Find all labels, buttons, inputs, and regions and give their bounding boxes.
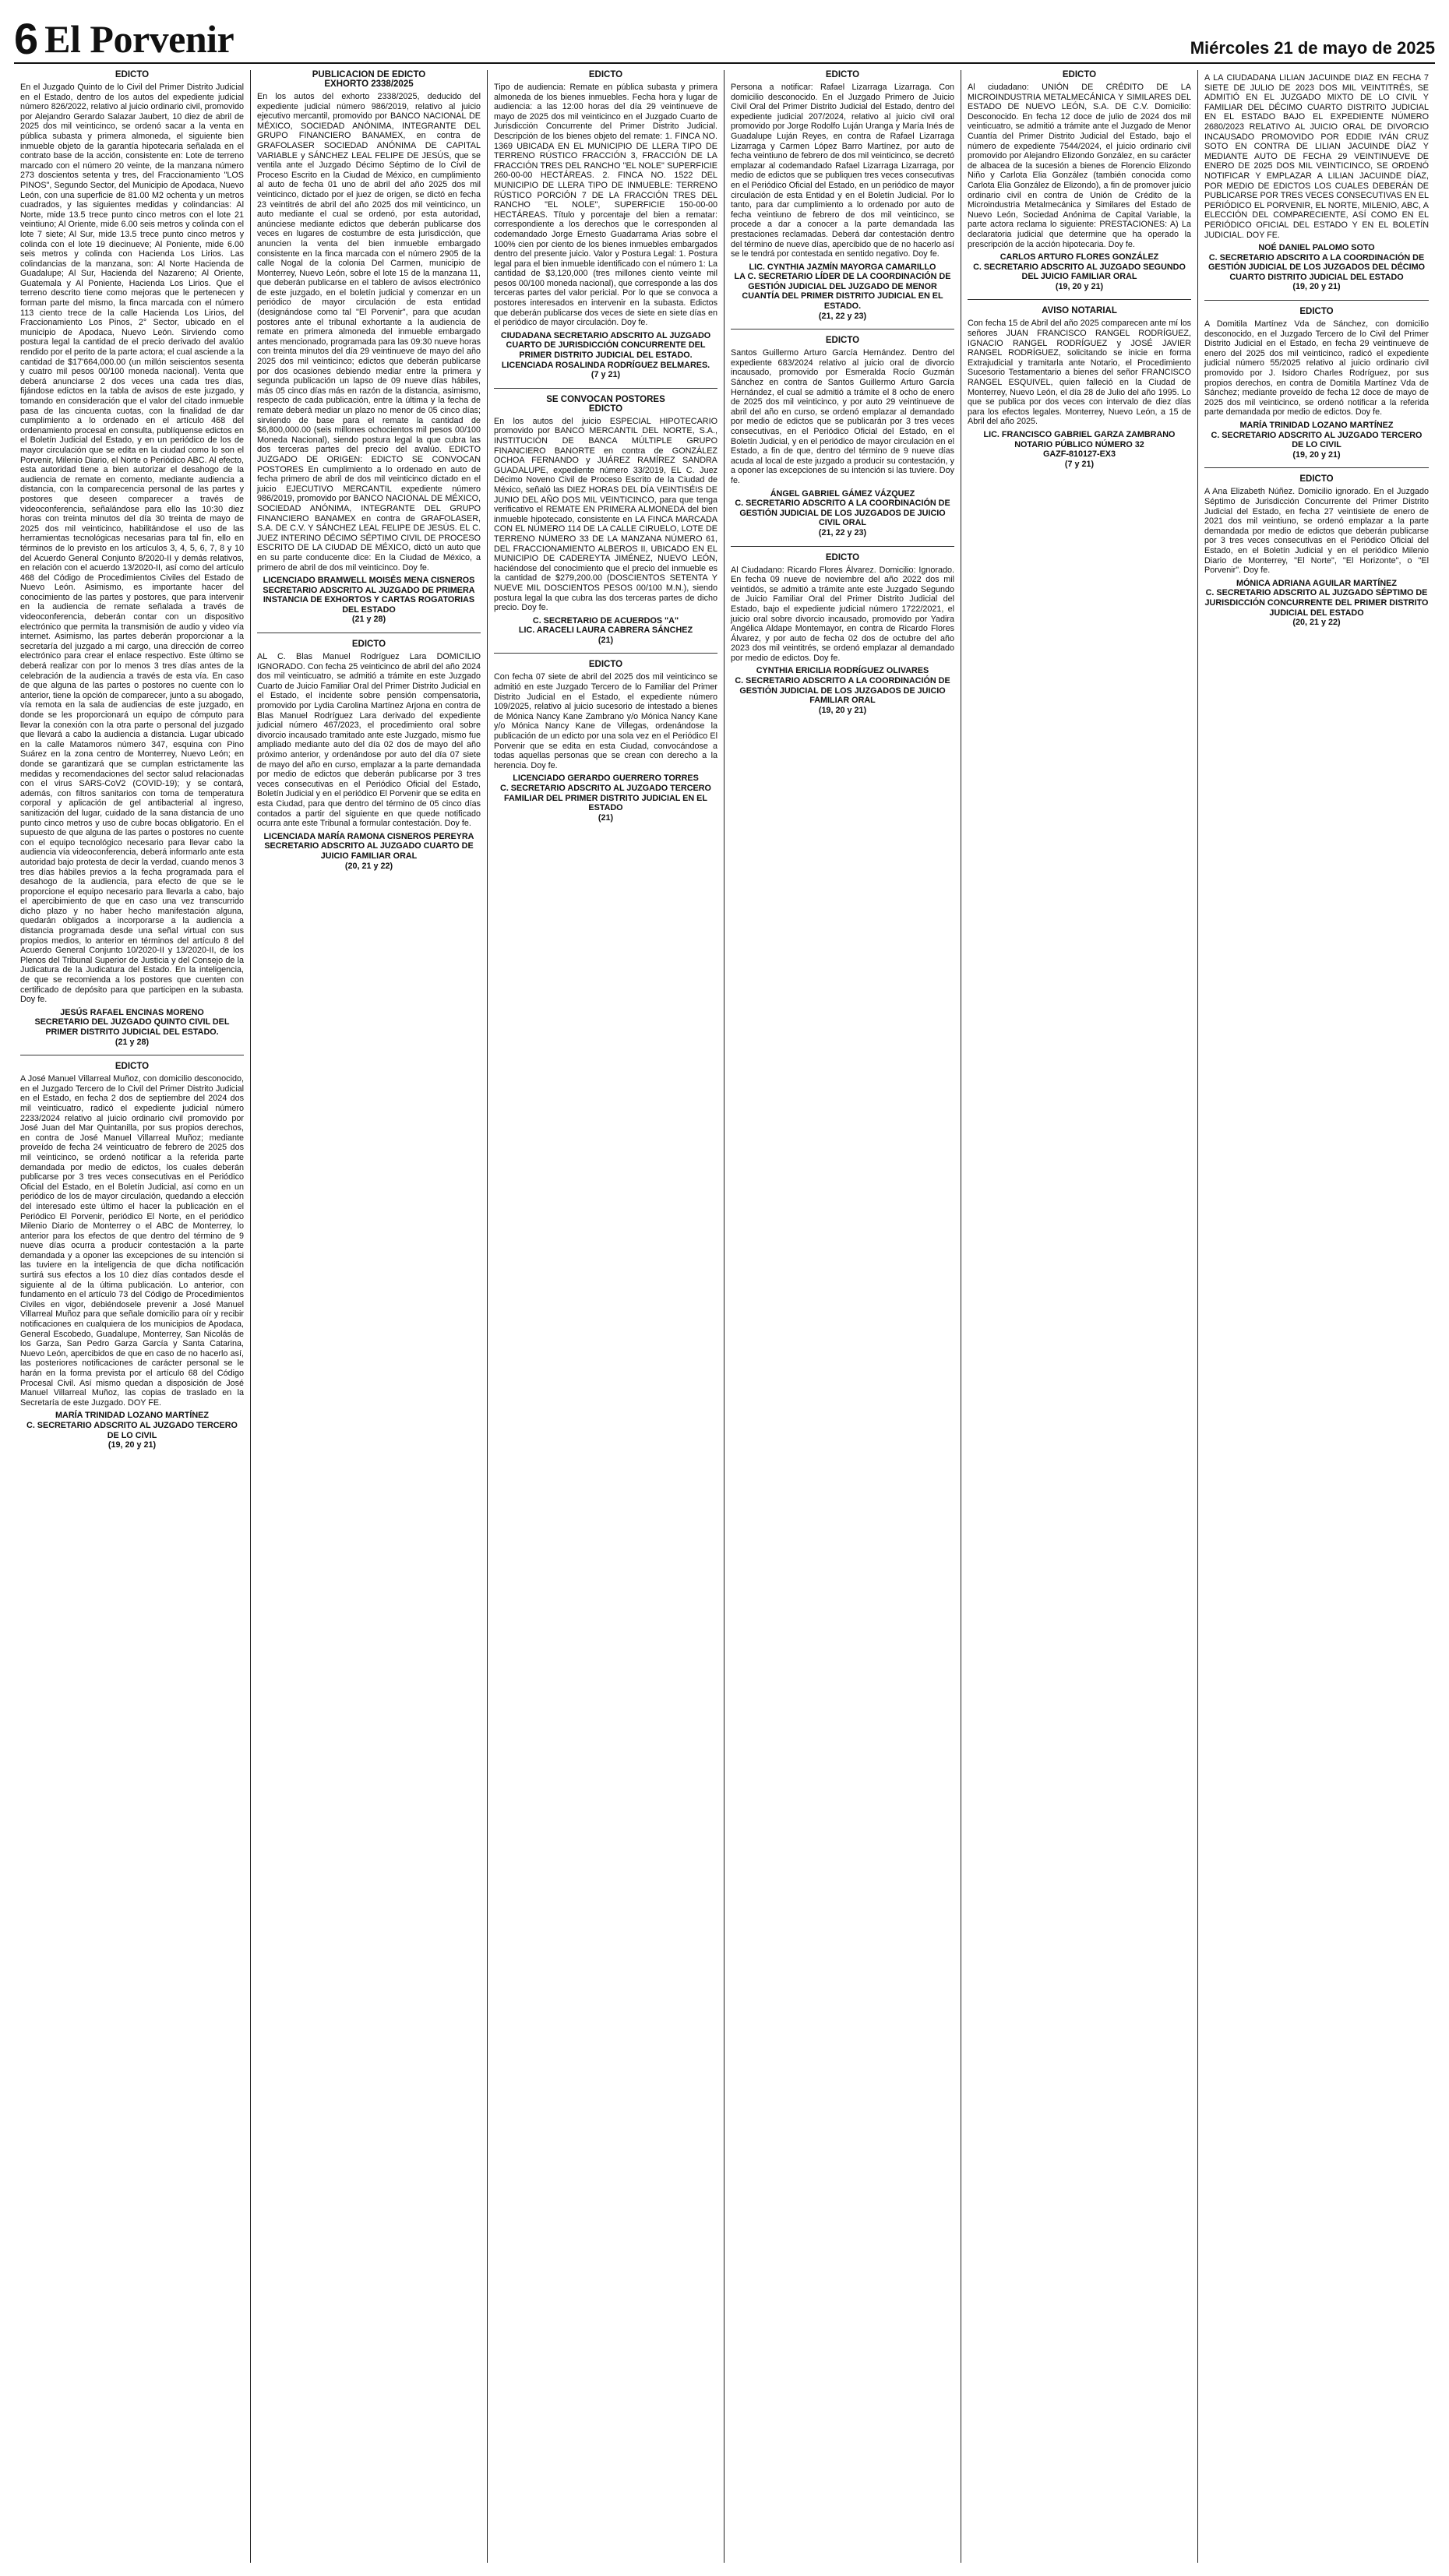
notice-body: Persona a notificar: Rafael Lizarraga Lizarraga. Con domicilio desconocido. En el Juzgado Primero de Juicio Civil Oral del Primer Distrito Judicial del Estado, dentro del expediente judicial 207/2024, relativo al juicio civil oral promovido por Jorge Rodolfo Luján Uranga y María Inés de Guadalupe Luján Reyes, en contra de Rafael Lizarraga Lizarraga y Carmen López Barro Martínez, por auto de fecha veintiuno de febrero de dos mil veinticinco, se decretó emplazar al codemandado Rafael Lizarraga Lizarraga, por medio de edictos que se publiquen tres veces consecutivas en el Periódico Oficial del Estado, en un periódico de mayor circulación de esta Entidad y en el Boletín Judicial. Por lo tanto, para dar cumplimiento a lo ordenado por auto de fecha veintiuno de febrero de dos mil veinticinco, se procede a dar a conocer a la parte demandada las prestaciones reclamadas. Deberá dar contestación dentro del término de nueve días, apercibido que de no hacerlo así se le tendrá por contestada en sentido negativo. Doy fe.	[731, 83, 954, 259]
notice	[494, 653, 717, 823]
page-number: 6	[14, 14, 39, 63]
notice	[1204, 300, 1429, 460]
notice-heading: EDICTO	[588, 70, 623, 79]
notice	[257, 70, 481, 625]
notice-heading: SE CONVOCAN POSTORES EDICTO	[546, 394, 665, 414]
notice-signature: CIUDADANA SECRETARIO ADSCRITO AL JUZGADO CUARTO DE JURISDICCIÓN CONCURRENTE DEL PRIMER DISTRITO JUDICIAL DEL ESTADO. LICENCIADA ROSALINDA RODRÍGUEZ BELMARES. (7 y 21)	[500, 330, 711, 380]
notice-body: Con fecha 15 de Abril del año 2025 comparecen ante mí los señores JUAN FRANCISCO RANGEL RODRÍGUEZ, IGNACIO RANGEL RODRÍGUEZ y JOSÉ JAVIER RANGEL RODRÍGUEZ, solicitando se inicie en forma Extrajudicial y tramitarla ante Notario, el Procedimiento Sucesorio Testamentario a bienes del señor FRANCISCO RANGEL ESQUIVEL, quien falleció en la Ciudad de Monterrey, Nuevo León, el día 28 de Julio del año 1995. Lo que se publica por dos veces con intervalo de diez días para los efectos legales. Monterrey, Nuevo León, a 15 de Abril del año 2025.	[968, 319, 1191, 427]
column-1	[14, 70, 251, 2563]
notice	[20, 1055, 244, 1450]
notice	[1204, 73, 1429, 292]
notice	[1204, 467, 1429, 627]
notice	[20, 70, 244, 1047]
notice	[731, 546, 954, 716]
notice-signature: LICENCIADO GERARDO GUERRERO TORRES C. SECRETARIO ADSCRITO AL JUZGADO TERCERO FAMILIAR DEL PRIMER DISTRITO JUDICIAL EN EL ESTADO (21)	[500, 774, 711, 823]
notice-signature: MÓNICA ADRIANA AGUILAR MARTÍNEZ C. SECRETARIO ADSCRITO AL JUZGADO SÉPTIMO DE JURISDICCIÓN CONCURRENTE DEL PRIMER DISTRITO JUDICIAL DEL ESTADO (20, 21 y 22)	[1204, 578, 1429, 628]
notice-signature: MARÍA TRINIDAD LOZANO MARTÍNEZ C. SECRETARIO ADSCRITO AL JUZGADO TERCERO DE LO CIVIL (19, 20 y 21)	[1211, 421, 1423, 460]
notice	[731, 70, 954, 321]
notice-signature: MARÍA TRINIDAD LOZANO MARTÍNEZ C. SECRETARIO ADSCRITO AL JUZGADO TERCERO DE LO CIVIL (19, 20 y 21)	[26, 1411, 238, 1450]
column-2	[251, 70, 488, 2563]
notice-heading: PUBLICACIÓN DE EDICTO EXHORTO 2338/2025	[312, 70, 426, 89]
notice-body: A Ana Elizabeth Núñez. Domicilio ignorado. En el Juzgado Séptimo de Jurisdicción Concurrente del Primer Distrito Judicial del Estado, en fecha 27 veintisiete de enero de 2021 dos mil veintiuno, se ordenó emplazar a la parte demandada por medio de edictos que deberán publicarse por 3 tres veces consecutivas en el Periódico Oficial del Estado, en el Boletín Judicial y en el periódico Milenio Diario de Monterrey, "El Norte", "El Horizonte", o "El Porvenir". Doy fe.	[1204, 487, 1429, 576]
brand	[14, 14, 234, 63]
notice-signature: CARLOS ARTURO FLORES GONZÁLEZ C. SECRETARIO ADSCRITO AL JUZGADO SEGUNDO DEL JUICIO FAMILIAR ORAL (19, 20 y 21)	[973, 252, 1186, 291]
notice-body: A LA CIUDADANA LILIAN JACUINDE DIAZ EN FECHA 7 SIETE DE JULIO DE 2023 DOS MIL VEINTITRÉS, SE ADMITIÓ EN EL JUZGADO MIXTO DE LO CIVIL Y FAMILIAR DEL DÉCIMO CUARTO DISTRITO JUDICIAL EN EL ESTADO BAJO EL EXPEDIENTE NÚMERO 2680/2023 RELATIVO AL JUICIO ORAL DE DIVORCIO INCAUSADO PROMOVIDO POR EDDIE IVÁN CRUZ SOTO EN CONTRA DE LILIAN JACUINDE DÍAZ Y MEDIANTE AUTO DE FECHA 29 VEINTINUEVE DE ENERO DE 2025 DOS MIL VEINTICINCO, SE ORDENÓ NOTIFICAR Y EMPLAZAR A LILIAN JACUINDE DÍAZ, POR MEDIO DE EDICTOS LOS CUALES DEBERÁN DE PUBLICARSE POR TRES VECES CONSECUTIVAS EN EL PERIÓDICO EL PORVENIR, EL NORTE, MILENIO, ABC, A ELECCIÓN DEL COMPARECIENTE, ASÍ COMO EN EL PERIÓDICO OFICIAL DEL ESTADO Y EN EL BOLETÍN JUDICIAL. DOY FE.	[1204, 73, 1429, 240]
notice-heading: EDICTO	[115, 1062, 150, 1072]
notice-body: Al ciudadano: UNIÓN DE CRÉDITO DE LA MICROINDUSTRIA METALMECÁNICA Y SIMILARES DEL ESTADO DE NUEVO LEÓN, S.A. DE C.V. Domicilio: Desconocido. En fecha 12 doce de julio de 2024 dos mil veinticuatro, se admitió a trámite ante el Juzgado de Menor Cuantía del Primer Distrito Judicial del Estado, bajo el número de expediente 7544/2024, el juicio ordinario civil promovido por Alejandro Elizondo González, en su carácter de albacea de la sucesión a bienes de Florencio Elizondo Niño y Carlota Elia González (también conocida como Carlota Elia González de Elizondo), a fin de promover juicio ordinario civil en contra de Unión de Crédito de la Microindustria Metalmecánica y Similares del Estado de Nuevo León, Sociedad Anónima de Capital Variable, la parte actora reclama lo siguiente: PRESTACIONES: A) La declaratoria judicial que determine que ha operado la prescripción de la acción hipotecaria. Doy fe.	[968, 83, 1191, 249]
column-5	[961, 70, 1198, 2563]
notice-heading: EDICTO	[825, 70, 860, 79]
notice-body: A José Manuel Villarreal Muñoz, con domicilio desconocido, en el Juzgado Tercero de lo Civil del Primer Distrito Judicial en el Estado, en fecha 2 dos de septiembre del 2024 dos mil veinticuatro, radicó el expediente judicial número 2233/2024 relativo al juicio ordinario civil promovido por José Juan del Mar Quintanilla, por sus propios derechos, en contra de José Manuel Villarreal Muñoz; mediante proveído de fecha 24 veinticuatro de febrero de 2025 dos mil veinticinco, se ordenó notificar a la referida parte demandada por medio de edictos, los cuales deberán publicarse por 3 tres veces consecutivas en el Periódico Oficial del Estado, en el Boletín Judicial, así como en un periódico de los de mayor circulación, quedando a elección del interesado este último el hacer la publicación en el Periódico El Porvenir, periódico El Norte, en el periódico Milenio Diario de Monterrey o el ABC de Monterrey, lo anterior para los efectos de que dentro del término de 9 nueve días ocurra a producir contestación a la parte demandada y a oponer las excepciones de su intención si las tuviere en la inteligencia de que dicha notificación surtirá sus efectos a los 10 diez días contados desde el siguiente al de la última publicación. Lo anterior, con fundamento en el artículo 73 del Código de Procedimientos Civiles en vigor, debiéndosele prevenir a José Manuel Villarreal Muñoz para que señale domicilio para oír y recibir notificaciones en cualquiera de los municipios de Apodaca, General Escobedo, Guadalupe, Monterrey, San Nicolás de los Garza, San Pedro Garza García y Santa Catarina, Nuevo León, apercibidos de que en caso de no hacerlo así, las posteriores notificaciones de carácter personal se le harán en la forma prevista por el artículo 68 del Código Procesal Civil. Así mismo quedan a disposición de José Manuel Villarreal Muñoz, las copias de traslado en la Secretaría de este Juzgado. DOY FE.	[20, 1074, 244, 1408]
notice-heading: EDICTO	[1299, 474, 1334, 485]
notice-heading: EDICTO	[115, 70, 150, 79]
notice-signature: LICENCIADA MARÍA RAMONA CISNEROS PEREYRA SECRETARIO ADSCRITO AL JUZGADO CUARTO DE JUICIO FAMILIAR ORAL (20, 21 y 22)	[263, 831, 474, 871]
notice-body: En los autos del juicio ESPECIAL HIPOTECARIO promovido por BANCO MERCANTIL DEL NORTE, S.A., INSTITUCIÓN DE BANCA MÚLTIPLE GRUPO FINANCIERO BANORTE en contra de GONZÁLEZ OCHOA FERNANDO y JUÁREZ RAMÍREZ SANDRA GUADALUPE, expediente número 33/2019, EL C. Juez Décimo Noveno Civil de Proceso Escrito de la Ciudad de México, señaló las DIEZ HORAS DEL DÍA VEINTISÉIS DE JUNIO DEL AÑO DOS MIL VEINTICINCO, para que tenga verificativo el REMATE EN PRIMERA ALMONEDA del bien inmueble hipotecado, consistente en LA FINCA MARCADA CON EL NÚMERO 114 DE LA CALLE CIRUELO, LOTE DE TERRENO NÚMERO 33 DE LA MANZANA NÚMERO 61, DEL FRACCIONAMIENTO ALBEROS II, UBICADO EN EL MUNICIPIO DE CADEREYTA JIMÉNEZ, NUEVO LEÓN, haciéndose del conocimiento que el precio del inmueble es la cantidad de $279,200.00 (DOSCIENTOS SETENTA Y NUEVE MIL DOSCIENTOS PESOS 00/100 M.N.), siendo postura legal la que cubra las dos terceras partes de dicho precio. Doy fe.	[494, 416, 717, 613]
notice-signature: C. SECRETARIO DE ACUERDOS "A" LIC. ARACELI LAURA CABRERA SÁNCHEZ (21)	[518, 615, 693, 645]
notice-heading: AVISO NOTARIAL	[1042, 306, 1117, 316]
notice-heading: EDICTO	[588, 660, 623, 670]
notice	[494, 70, 717, 380]
notice-body: AL C. Blas Manuel Rodríguez Lara DOMICILIO IGNORADO. Con fecha 25 veinticinco de abril del año 2024 dos mil veinticuatro, se admitió a trámite en este Juzgado Cuarto de Juicio Familiar Oral del Primer Distrito Judicial en el Estado, el incidente sobre pensión compensatoria, promovido por Lydia Carolina Martínez Arjona en contra de Blas Manuel Rodríguez Lara derivado del expediente judicial número 467/2023, el procedimiento oral sobre divorcio incausado tramitado ante este Juzgado, mismo fue ampliado mediante auto del día 02 dos de mayo del año próximo anterior, y ordenándose por auto del día 07 siete de mayo del año en curso, emplazar a la parte demandada por medio de edictos que deberán publicarse por 3 tres veces consecutivas en el Periódico Oficial del Estado, Boletín Judicial y en el periódico El Porvenir que se edita en esta Ciudad, para que dentro del término de 05 cinco días contados a partir del siguiente en que quede notificado ocurra ante este Tribunal a formular contestación. Doy fe.	[257, 652, 481, 829]
notice-body: Tipo de audiencia: Remate en pública subasta y primera almoneda de los bienes inmuebles. Fecha hora y lugar de audiencia: a las 12:00 horas del día 29 veintinueve de mayo de 2025 dos mil veinticinco en el Juzgado Cuarto de Jurisdicción Concurrente del Primer Distrito Judicial. Descripción de los bienes objeto del remate: 1. FINCA NO. 1369 UBICADA EN EL MUNICIPIO DE LLERA TIPO DE TERRENO RÚSTICO FRACCIÓN 3, FRACCIÓN DE LA FRACCIÓN TRES DEL RANCHO "EL NOLE" SUPERFICIE 260-00-00 HECTÁREAS. 2. FINCA NO. 1522 DEL MUNICIPIO DE LLERA TIPO DE INMUEBLE: TERRENO RÚSTICO PORCIÓN 7 DE LA FRACCIÓN TRES DEL RANCHO "EL NOLE", SUPERFICIE 150-00-00 HECTÁREAS. Título y porcentaje del bien a rematar: correspondiente a los derechos que le corresponden al codemandado Jorge Ernesto Guadarrama Arias sobre el 100% cien por ciento de los bienes inmuebles embargados dentro del presente juicio. Valor y Postura Legal: 1. Postura legal para el bien inmueble identificado con el número 1: La cantidad de $3,120,000 (tres millones ciento veinte mil pesos 00/100 moneda nacional), que corresponde a las dos terceras partes del valor pericial. Por lo que se convoca a postores interesados en intervenir en la subasta. Edictos que deberán publicarse dos veces de siete en siete días en el periódico de mayor circulación. Doy fe.	[494, 83, 717, 328]
column-4	[724, 70, 961, 2563]
notice	[494, 388, 717, 646]
notice-signature: JESÚS RAFAEL ENCINAS MORENO SECRETARIO DEL JUZGADO QUINTO CIVIL DEL PRIMER DISTRITO JUDICIAL DEL ESTADO. (21 y 28)	[34, 1007, 230, 1047]
notice-heading: EDICTO	[825, 552, 860, 562]
notice-columns	[14, 70, 1435, 2563]
notice	[968, 299, 1191, 469]
notice-signature: NOÉ DANIEL PALOMO SOTO C. SECRETARIO ADSCRITO A LA COORDINACIÓN DE GESTIÓN JUDICIAL DE LOS JUZGADOS DEL DÉCIMO CUARTO DISTRITO JUDICIAL DEL ESTADO (19, 20 y 21)	[1208, 243, 1425, 292]
notice-signature: LIC. FRANCISCO GABRIEL GARZA ZAMBRANO NOTARIO PÚBLICO NÚMERO 32 GAZF-810127-EX3 (7 y 21)	[983, 430, 1176, 469]
notice-body: A Domitila Martínez Vda de Sánchez, con domicilio desconocido, en el Juzgado Tercero de lo Civil del Primer Distrito Judicial en el Estado, en fecha 29 veintinueve de enero del 2025 dos mil veinticinco, radicó el expediente judicial número 55/2025 relativo al juicio ordinario civil promovido por J. Isidoro Charles Rodríguez, por sus propios derechos, en contra de Domitila Martínez Vda de Sánchez; mediante proveído de fecha 12 doce de mayo de 2025 dos mil veinticinco, se ordenó notificar a la referida parte demandada por medio de edictos. Doy fe.	[1204, 319, 1429, 418]
notice-body: En el Juzgado Quinto de lo Civil del Primer Distrito Judicial en el Estado, dentro de los autos del expediente judicial número 826/2022, relativo al juicio ordinario civil, promovido por Alejandro Gerardo Salazar Jaubert, 10 diez de abril de 2025 dos mil veinticinco, se ordenó sacar a la venta en pública subasta y primera almoneda, el siguiente bien inmueble objeto de la garantía hipotecaria señalada en el contrato base de la acción, consistente en: Lote de terreno marcado con el número 20 veinte, de la manzana número 273 doscientos setenta y tres, del Fraccionamiento "LOS PINOS", Segundo Sector, del Municipio de Apodaca, Nuevo León, con una superficie de 81.00 M2 ochenta y un metros cuadrados, y las siguientes medidas y colindancias: Al Norte, mide 13.5 trece punto cinco metros con el lote 21 veintiuno; Al Oriente, mide 6.00 seis metros y colinda con el lote 7 siete; Al Sur, mide 13.5 trece punto cinco metros y colinda con el lote 19 diecinueve; Al Poniente, mide 6.00 seis metros y colinda con Hacienda Los Lirios. Las colindancias de la manzana, son: Al Norte Hacienda de Guadalupe; Al Sur, Hacienda del Nazareno; Al Oriente, Guatemala y Al Poniente, Hacienda Los Lirios. Que el terreno descrito tiene como mejoras que le pertenecen y forman parte del mismo, la finca marcada con el número 113 ciento trece de la calle Hacienda Los Lirios, del Fraccionamiento Los Pinos, 2° Sector, ubicado en el municipio de Apodaca, Nuevo León. Sirviendo como postura legal la cantidad de el precio derivado del avalúo rendido por el perito de la parte actora; el cual asciende a la cantidad de $17'664,000.00 (un millón seiscientos sesenta y cuatro mil pesos 00/100 moneda nacional). Venta que deberá anunciarse 2 dos veces una cada tres días, fijándose edictos en la tabla de avisos de este juzgado, y tomando en consideración que el valor del citado inmueble pasa de las cincuenta cuotas, con la finalidad de dar cumplimiento a lo ordenado en el artículo 468 del ordenamiento procesal en consulta, publíquense edictos en el Boletín Judicial del Estado, y en un periódico de los de mayor circulación que se edita en la ciudad como lo son el Porvenir, Milenio Diario, el Norte o Periódico ABC. Al efecto, esta autoridad tiene a bien autorizar el desahogo de la audiencia de remate en comento, mediante audiencia a distancia, con la comparecencia personal de las partes y postores que deseen comparecer a través de videoconferencia, señalándose para ello las 10:30 diez horas con treinta minutos del día 30 treinta de mayo de 2025 dos mil veinticinco, habilitándose el uso de las herramientas tecnológicas necesarias para tal fin, ello en términos de lo previsto en los artículos 3, 4, 5, 6, 7, 8 y 10 del Acuerdo General Conjunto 8/2020-II y demás relativos, en relación con el acuerdo 13/2020-II, así como del artículo 468 del Código de Procedimientos Civiles del Estado de Nuevo León. Asimismo, es importante hacer del conocimiento de las partes y postores, que para intervenir en la audiencia de remate señalada a través de videoconferencia, deberán contar con un dispositivo electrónico que permita la transmisión de audio y video vía internet. Asimismo, las partes deberán proporcionar a la secretaría del juzgado a mi cargo, una dirección de correo electrónico para crear el enlace respectivo. Este último se deberá realizar con por lo menos 3 tres días antes de la celebración de la audiencia a través de esta vía. En caso de que alguna de las partes o postores no cuente con lo anterior, tiene la opción de comparecer, junto a su abogado, vía remota en la sala de audiencias de este juzgado, en donde se les proporcionará un equipo de cómputo para llevar la conexión con la otra parte o personal del juzgado que llevará a cabo la audiencia a distancia. Lugar ubicado en la calle Matamoros número 347, esquina con Pino Suárez en la zona centro de Monterrey, Nuevo León; en donde se garantizará que se cumplan estrictamente las medidas y recomendaciones del sector salud relacionadas con el virus SARS-CoV2 (COVID-19); y se contará, además, con filtros sanitarios con toma de temperatura corporal y aplicación de gel antibacterial al ingreso, sanitización del lugar, cuidado de la sana distancia de uno punto cinco metros y uso de cubre bocas obligatorio. En el supuesto de que alguna de las partes o postores no cuente con el equipo tecnológico necesario para llevar cabo la audiencia vía videoconferencia, deberá informarlo ante esta autoridad bajo protesta de decir la verdad, cuando menos 3 tres días hábiles previos a la fecha programada para el desahogo de la audiencia, para efecto de que se le proporcione el equipo necesario para llevarla a cabo, bajo el apercibimiento de que en caso una vez transcurrido dicho plazo y no haber hecho manifestación alguna, quedarán obligados a incorporarse a la audiencia a distancia programada desde una señal virtual con sus propios medios, lo anterior en términos del artículo 8 del Acuerdo General Conjunto 10/2020-II y 13/2020-II, de los Plenos del Tribunal Superior de Justicia y del Consejo de la Judicatura de la Judicatura del Estado. En la inteligencia, de que se recomienda a los postores que cuenten con certificado de depósito para que participen en la subasta. Doy fe.	[20, 83, 244, 1005]
notice-signature: LICENCIADO BRAMWELL MOISÉS MENA CISNEROS SECRETARIO ADSCRITO AL JUZGADO DE PRIMERA INSTANCIA DE EXHORTOS Y CARTAS ROGATORIAS DEL ESTADO (21 y 28)	[263, 576, 475, 625]
notice-body: Con fecha 07 siete de abril del 2025 dos mil veinticinco se admitió en este Juzgado Tercero de lo Familiar del Primer Distrito Judicial en el Estado, el expediente número 109/2025, relativo al juicio sucesorio de intestado a bienes de Mónica Nancy Kane Zambrano y/o Mónica Nancy Kane y/o Mónica Nancy Kane de Villegas, ordenándose la publicación de un edicto por una sola vez en el Periódico El Porvenir que se edita en esta Ciudad, convocándose a todas aquellas personas que se crean con derecho a la herencia. Doy fe.	[494, 672, 717, 770]
notice	[257, 633, 481, 871]
notice-body: Al Ciudadano: Ricardo Flores Álvarez. Domicilio: Ignorado. En fecha 09 nueve de noviembre del año 2022 dos mil veintidós, se admitió a trámite ante este Juzgado Segundo de Juicio Familiar Oral del Primer Distrito Judicial del Estado, bajo el expediente judicial número 1722/2021, el juicio oral sobre divorcio incausado, promovido por Yadira Angélica Aldape Montemayor, en contra de Ricardo Flores Álvarez, y por auto de fecha 02 dos de octubre del año 2023 dos mil veintitrés, se ordenó emplazar al demandado por medio de edictos. Doy fe.	[731, 565, 954, 663]
issue-date: Miércoles 21 de mayo de 2025	[1190, 38, 1435, 58]
notice-signature: LIC. CYNTHIA JAZMÍN MAYORGA CAMARILLO LA C. SECRETARIO LÍDER DE LA COORDINACIÓN DE GESTIÓN JUDICIAL DEL JUZGADO DE MENOR CUANTÍA DEL PRIMER DISTRITO JUDICIAL EN EL ESTADO. (21, 22 y 23)	[734, 262, 951, 321]
notice	[731, 329, 954, 537]
column-6	[1198, 70, 1435, 2563]
notice-signature: CYNTHIA ERICILIA RODRÍGUEZ OLIVARES C. SECRETARIO ADSCRITO A LA COORDINACIÓN DE GESTIÓN JUDICIAL DE LOS JUZGADOS DE JUICIO FAMILIAR ORAL (19, 20 y 21)	[735, 666, 950, 715]
notice-heading: EDICTO	[825, 336, 860, 346]
masthead	[14, 11, 1435, 64]
notice-body: En los autos del exhorto 2338/2025, deducido del expediente judicial número 986/2019, relativo al juicio ejecutivo mercantil, promovido por BANCO NACIONAL DE MÉXICO, SOCIEDAD ANÓNIMA, INTEGRANTE DEL GRUPO FINANCIERO BANAMEX, en contra de GRAFOLASER SOCIEDAD ANÓNIMA DE CAPITAL VARIABLE y SÁNCHEZ LEAL FELIPE DE JESÚS, que se ventila ante el Juzgado Décimo Séptimo de lo Civil de Proceso Escrito en la Ciudad de México, en cumplimiento al auto de fecha 01 uno de abril del año 2025 dos mil veinticinco, dictado por el juez de origen, se dictó en fecha 23 veintitrés de abril del año 2025 dos mil veinticinco, un auto mediante el cual se ordenó, por esta autoridad, anúnciese mediante edictos que deberán publicarse dos veces en lugares de costumbre de esta jurisdicción, que anuncien la venta del bien inmueble embargado consistente en la finca marcada con el número 2905 de la calle Nogal de la colonia Del Carmen, municipio de Monterrey, Nuevo León, sobre el lote 15 de la manzana 11, que deberán publicarse en el tablero de avisos electrónico de este juzgado, en el boletín judicial y comenzar en un periódico de mayor circulación de esta entidad (designándose como tal "El Porvenir", para que acudan postores ante el tribunal exhortante a la audiencia de remate en primera almoneda del inmueble embargado antes mencionado, programada para las 09:30 nueve horas con treinta minutos del día 29 veintinueve de mayo del año 2025 dos mil veinticinco; edictos que deberán publicarse por dos ocasiones debiendo mediar entre la primera y segunda publicación un lapso de 09 nueve días hábiles, más 05 cinco días más en razón de la distancia, asimismo, respecto de cada publicación, entre la última y la fecha de remate deberá mediar un plazo no menor de 05 cinco días; sirviendo de base para el remate la cantidad de $6,800,000.00 (seis millones ochocientos mil pesos 00/100 Moneda Nacional), siendo postura legal la que cubra las dos terceras partes del precio del avalúo. EDICTO JUZGADO DE ORIGEN: EDICTO SE CONVOCAN POSTORES En cumplimiento a lo ordenado en auto de fecha primero de abril de dos mil veinticinco dictado en el juicio EJECUTIVO MERCANTIL expediente número 986/2019, promovido por BANCO NACIONAL DE MÉXICO, SOCIEDAD ANÓNIMA, INTEGRANTE DEL GRUPO FINANCIERO BANAMEX en contra de GRAFOLASER, S.A. DE C.V. Y SÁNCHEZ LEAL FELIPE DE JESÚS. EL C. JUEZ INTERINO DÉCIMO SÉPTIMO CIVIL DE PROCESO ESCRITO DE LA CIUDAD DE MÉXICO, dictó un auto que en su parte conducente dice: En la Ciudad de México, a primero de abril de dos mil veinticinco. Doy fe.	[257, 92, 481, 573]
column-3	[488, 70, 724, 2563]
notice-signature: ÁNGEL GABRIEL GÁMEZ VÁZQUEZ C. SECRETARIO ADSCRITO A LA COORDINACIÓN DE GESTIÓN JUDICIAL DE LOS JUZGADOS DE JUICIO CIVIL ORAL (21, 22 y 23)	[735, 488, 950, 537]
notice-heading: EDICTO	[351, 640, 386, 650]
notice-heading: EDICTO	[1299, 307, 1334, 317]
notice	[968, 70, 1191, 291]
notice-heading: EDICTO	[1062, 70, 1097, 79]
notice-body: Santos Guillermo Arturo García Hernández. Dentro del expediente 683/2024 relativo al juicio oral de divorcio incausado, promovido por Esmeralda Rocío Guzmán Sánchez en contra de Santos Guillermo Arturo García Hernández, el cual se admitió a trámite el 8 ocho de enero de 2025 dos mil veinticinco, y por auto 29 veintinueve de abril del año en curso, se ordenó emplazar al demandado por medio de edictos que se publicarán por 3 tres veces consecutivas, en el Periódico Oficial del Estado, en el Boletín Judicial, y en el periódico de mayor circulación en el Estado, a fin de que, dentro del término de 9 nueve días acuda al local de este juzgado a producir su contestación, y a oponer las excepciones de su intención si las tuviere. Doy fe.	[731, 348, 954, 485]
paper-name: El Porvenir	[44, 17, 234, 61]
